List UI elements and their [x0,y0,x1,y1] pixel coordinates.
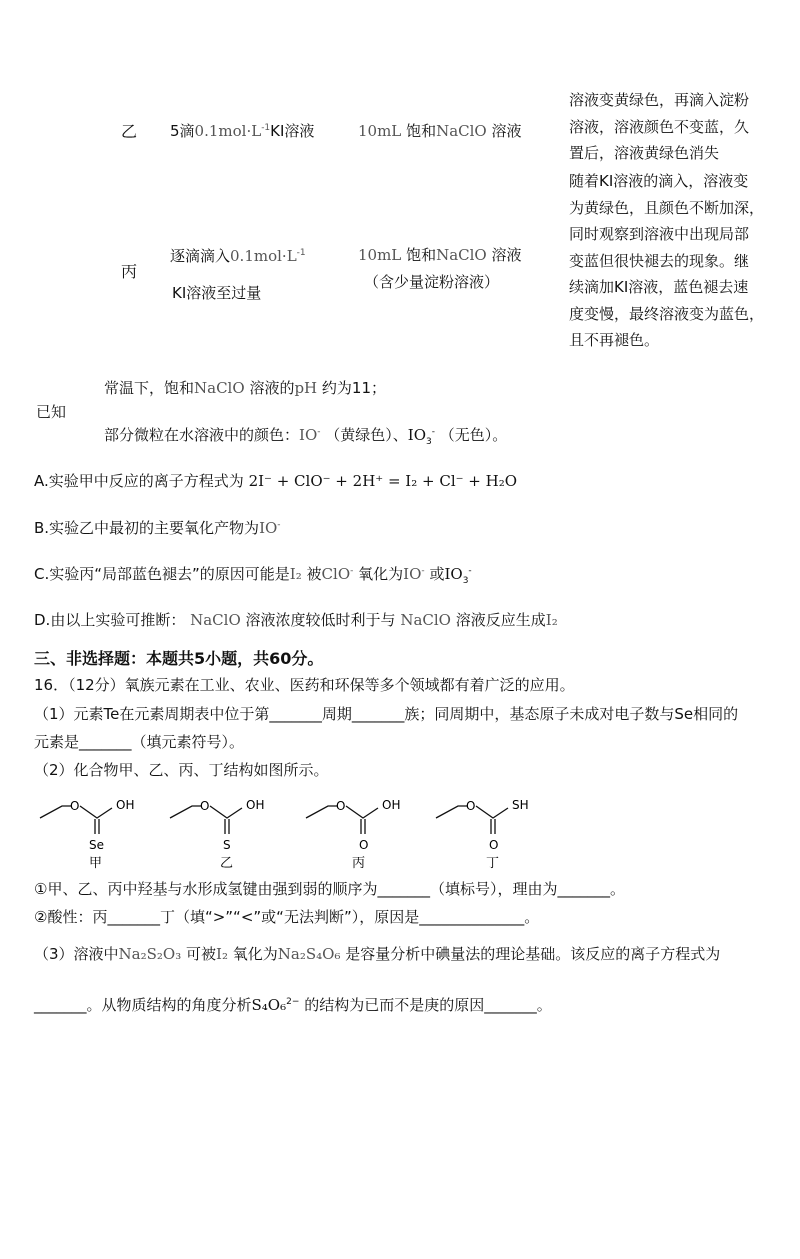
phenomenon-line: 同时观察到溶液中出现局部 [569,225,750,243]
structures-figure [30,790,570,874]
row-bing-solution-note: （含少量淀粉溶液） [364,273,500,291]
solution-suffix: 溶液 [491,122,522,140]
ph-symbol: pH [294,379,318,397]
part3-text: 的结构为已而不是庚的原因_______。 [304,996,552,1014]
ion-charge: - [421,566,425,576]
row-bing-label: 丙 [121,262,138,281]
known-label: 已知 [36,403,67,421]
known-text: 溶液的 [249,379,295,397]
known-text: 部分微粒在水溶液中的颜色： [104,426,300,444]
q16-part3-line1 [34,943,720,964]
row-yi-label: 乙 [121,122,138,141]
structure-name: 丁 [486,856,500,871]
known-text: （无色）。 [439,426,508,444]
ester-oxygen: O [466,799,476,813]
phenomenon-line: 随着KI溶液的滴入，溶液变 [569,172,749,190]
structure-bing [306,798,400,871]
ester-oxygen: O [200,799,210,813]
iodine-formula: I₂ [289,565,302,583]
ion-charge: - [350,566,354,576]
option-d [34,609,558,630]
row-bing-reagent-line1 [170,245,306,266]
solution-name: 饱和 [406,122,437,140]
q16-part2-q2: ②酸性：丙_______丁（填“>”“<”或“无法判断”），原因是______________。 [34,908,540,926]
option-a-prefix: A.实验甲中反应的离子方程式为 [34,472,244,490]
structure-name: 丙 [352,856,366,871]
row-yi-solution [358,120,522,141]
section-title: 三、非选择题：本题共5小题，共60分。 [34,649,324,668]
double-bond-atom: O [359,838,369,852]
part3-text: 可被 [186,945,217,963]
product-formula: I₂ [545,611,558,629]
reagent-concentration: 0.1mol·L [194,122,262,140]
reagent-concentration: 0.1mol·L [230,247,297,265]
q16-part2-q1: ①甲、乙、丙中羟基与水形成氢键由强到弱的顺序为_______（填标号），理由为_______。 [34,880,625,898]
phenomenon-line: 续滴加KI溶液，蓝色褪去速 [569,278,749,296]
option-c-text: 或 [429,565,445,583]
ion: IO [407,426,427,444]
side-group: OH [382,798,401,812]
formula: Na₂S₄O₆ [277,945,341,963]
reagent-prefix: 5滴 [170,122,195,140]
phenomenon-line: 且不再褪色。 [569,331,660,349]
phenomenon-line: 变蓝但很快褪去的现象。继 [569,251,750,270]
option-c [34,563,472,584]
iodine-formula: I₂ [216,945,228,963]
known-line-1 [104,377,386,398]
part3-text: （3）溶液中 [34,945,119,963]
q16-intro: 16．（12分）氧族元素在工业、农业、医药和环保等多个领域都有着广泛的应用。 [34,676,575,694]
part3-text: 是容量分析中碘量法的理论基础。该反应的离子方程式为 [345,945,721,963]
ion-subscript: 3 [426,437,432,447]
phenomenon-line: 置后，溶液黄绿色消失 [569,144,720,162]
structure-name: 乙 [220,856,234,871]
ion-charge: 2− [286,997,300,1007]
known-text: 约为11； [321,379,387,397]
ion: ClO [321,565,351,583]
ion: S₄O₆ [251,996,287,1014]
option-c-prefix: C.实验丙“局部蓝色褪去”的原因可能是 [34,565,290,583]
q16-part1-line1: （1）元素Te在元素周期表中位于第_______周期_______族；同周期中，基态原子未成对电子数与Se相同的 [34,705,739,723]
reagent-suffix: KI溶液 [270,122,315,140]
known-line-2 [104,424,507,445]
ester-oxygen: O [70,799,80,813]
option-c-text: 被 [306,565,322,583]
phenomenon-line: 为黄绿色，且颜色不断加深， [569,198,765,217]
ion: IO [299,426,318,444]
ion: IO [403,565,422,583]
ion-charge: - [277,520,281,530]
solution-name: 饱和 [406,246,437,264]
structure-name: 甲 [89,856,103,871]
option-d-prefix: D.由以上实验可推断： [34,611,186,629]
formula: NaClO [194,379,245,397]
formula: Na₂S₂O₃ [118,945,182,963]
reagent-prefix: 逐滴滴入 [170,247,231,265]
ion: IO [444,565,463,583]
double-bond-atom: Se [89,838,104,852]
option-a [34,470,517,491]
part3-text: _______。从物质结构的角度分析 [34,996,252,1014]
option-b [34,517,281,538]
option-d-text: 溶液反应生成 [455,611,546,629]
q16-part3-line2 [34,994,552,1015]
known-text: （黄绿色）、 [325,426,408,444]
row-bing-reagent-line2: KI溶液至过量 [172,284,262,302]
ion-charge: - [431,427,436,437]
formula: NaClO [400,611,451,629]
option-a-equation: 2I⁻ + ClO⁻ + 2H⁺ = I₂ + Cl⁻ + H₂O [248,472,518,490]
q16-part1-line2: 元素是_______（填元素符号）。 [34,733,245,751]
phenomenon-line: 溶液变黄绿色，再滴入淀粉 [569,91,750,109]
reagent-exponent: -1 [296,248,306,258]
ion-charge: - [317,427,321,437]
ion-subscript: 3 [462,576,469,586]
known-text: 常温下，饱和 [104,379,195,397]
side-group: SH [512,798,529,812]
row-bing-solution [358,244,522,265]
option-b-prefix: B.实验乙中最初的主要氧化产物为 [34,519,260,537]
option-c-text: 氧化为 [358,565,404,583]
solution-formula: NaClO [436,122,487,140]
phenomenon-line: 度变慢，最终溶液变为蓝色， [569,304,765,323]
part3-text: 氧化为 [232,945,278,963]
solution-suffix: 溶液 [491,246,522,264]
option-d-text: 溶液浓度较低时利于与 [245,611,396,629]
phenomenon-line: 溶液，溶液颜色不变蓝，久 [569,117,750,136]
ion: IO [259,519,278,537]
solution-formula: NaClO [436,246,487,264]
double-bond-atom: O [489,838,499,852]
solution-volume: 10mL [358,122,402,140]
structure-yi [170,798,264,871]
q16-part2-intro: （2）化合物甲、乙、丙、丁结构如图所示。 [34,761,329,779]
double-bond-atom: S [223,838,231,852]
ion-charge: - [468,566,472,576]
reagent-exponent: -1 [261,123,271,133]
side-group: OH [246,798,265,812]
structure-jia [40,798,134,871]
row-yi-reagent [170,120,314,141]
row-bing-phenomenon [569,168,764,354]
side-group: OH [116,798,135,812]
ester-oxygen: O [336,799,346,813]
solution-volume: 10mL [358,246,402,264]
formula: NaClO [190,611,241,629]
structure-ding [436,798,529,871]
row-yi-phenomenon [569,87,749,167]
